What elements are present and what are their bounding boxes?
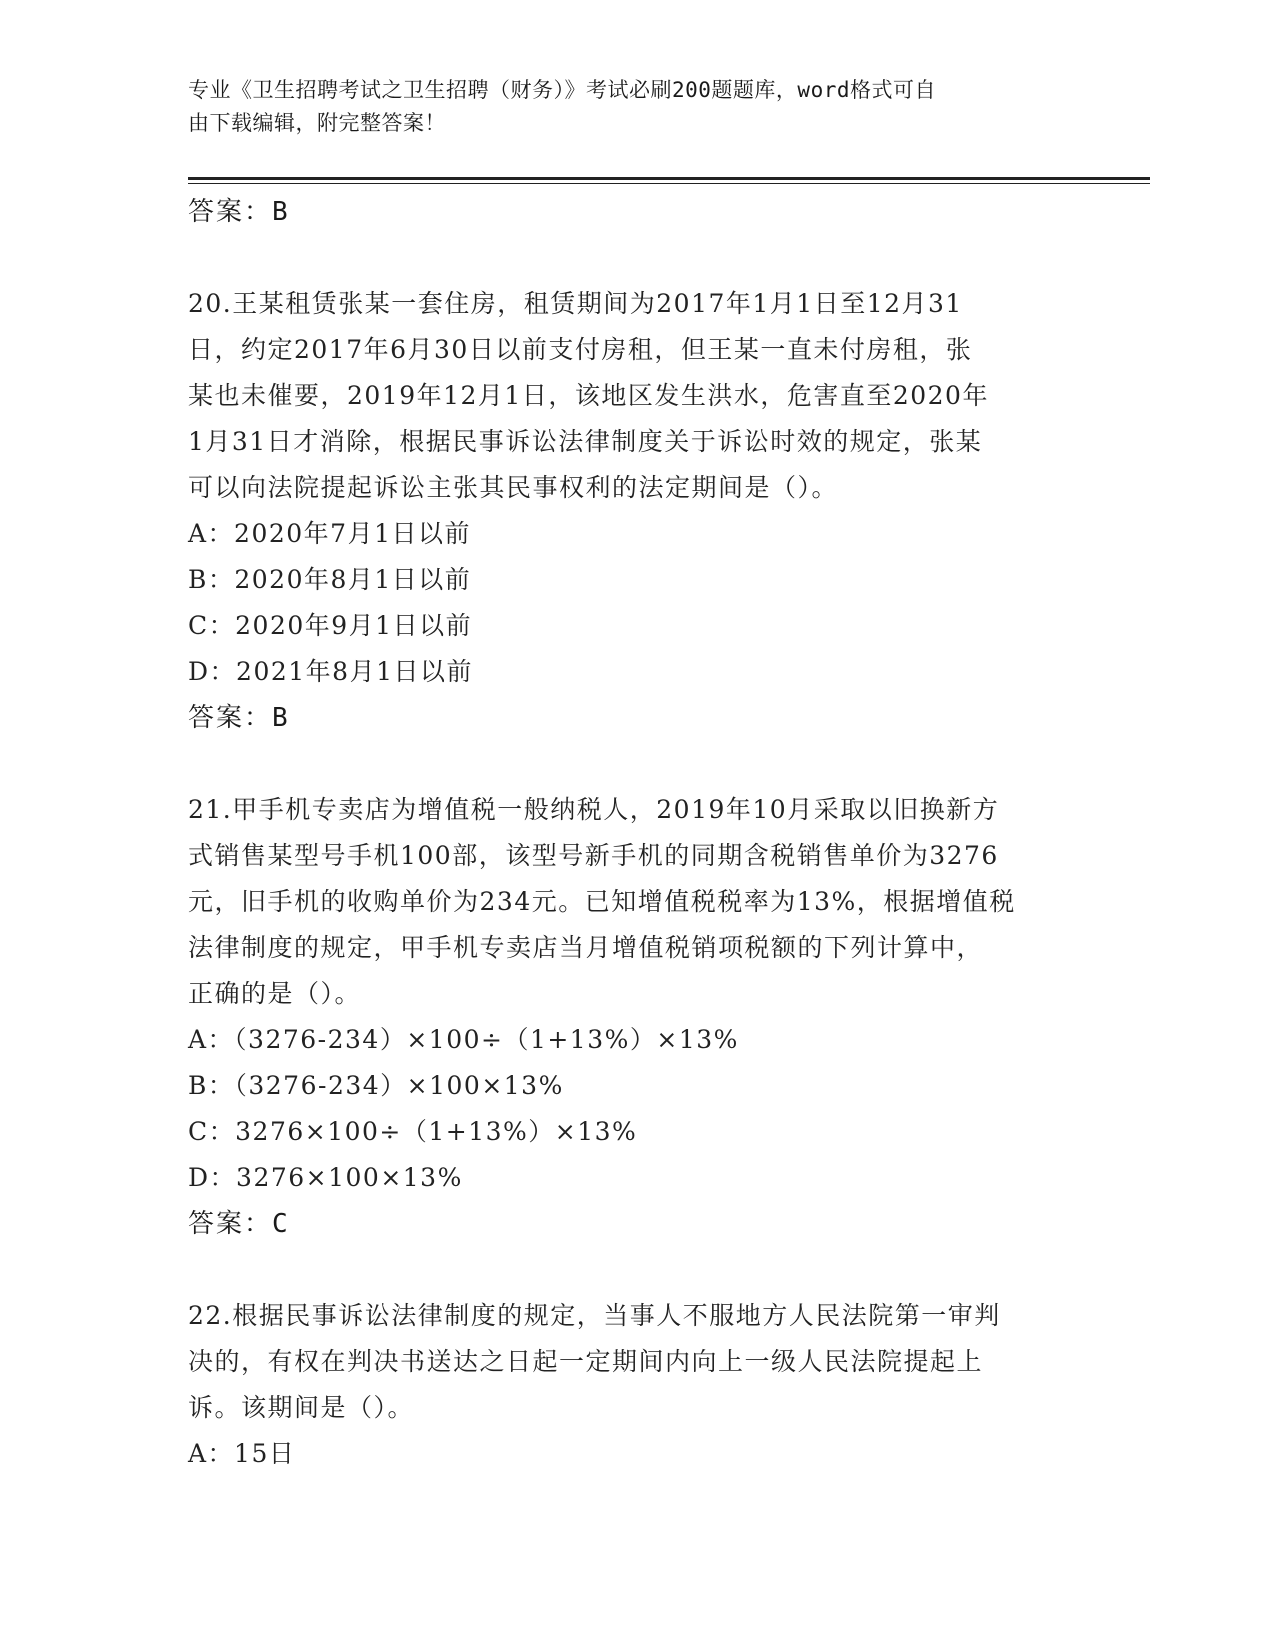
answer-21: 答案：C (188, 1209, 290, 1239)
header-rule-thick (188, 177, 1150, 180)
question-text-line: 诉。该期间是（）。 (188, 1393, 415, 1422)
option-d: D：2021年8月1日以前 (188, 657, 473, 686)
header-line-1: 专业《卫生招聘考试之卫生招聘（财务）》考试必刷200题题库，word格式可自 (188, 78, 936, 102)
option-c: C：2020年9月1日以前 (188, 611, 473, 640)
option-a: A：2020年7月1日以前 (188, 519, 471, 548)
spacer (188, 1247, 1088, 1293)
question-21 (188, 787, 1088, 1247)
question-text-line: 元，旧手机的收购单价为234元。已知增值税税率为13%，根据增值税 (188, 887, 1016, 916)
header-rule-thin (188, 183, 1150, 184)
option-d: D：3276×100×13% (188, 1163, 463, 1192)
option-a: A：15日 (188, 1439, 296, 1468)
document-header (188, 74, 1068, 140)
question-text-line: 法律制度的规定，甲手机专卖店当月增值税销项税额的下列计算中， (188, 933, 984, 962)
answer-previous: 答案：B (188, 197, 290, 227)
document-body (188, 189, 1088, 1477)
question-text-line: 22.根据民事诉讼法律制度的规定，当事人不服地方人民法院第一审判 (188, 1301, 1001, 1330)
spacer (188, 741, 1088, 787)
option-a: A：（3276-234）×100÷（1+13%）×13% (188, 1025, 739, 1054)
answer-20: 答案：B (188, 703, 290, 733)
spacer (188, 235, 1088, 281)
option-b: B：2020年8月1日以前 (188, 565, 472, 594)
question-text-line: 正确的是（）。 (188, 979, 362, 1008)
question-text-line: 式销售某型号手机100部，该型号新手机的同期含税销售单价为3276 (188, 841, 999, 870)
question-text-line: 决的，有权在判决书送达之日起一定期间内向上一级人民法院提起上 (188, 1347, 984, 1376)
header-line-2: 由下载编辑，附完整答案！ (188, 111, 446, 135)
question-text-line: 可以向法院提起诉讼主张其民事权利的法定期间是（）。 (188, 473, 839, 502)
question-22 (188, 1293, 1088, 1477)
question-text-line: 某也未催要，2019年12月1日，该地区发生洪水，危害直至2020年 (188, 381, 989, 410)
question-text-line: 日，约定2017年6月30日以前支付房租，但王某一直未付房租，张 (188, 335, 973, 364)
question-text-line: 20.王某租赁张某一套住房，租赁期间为2017年1月1日至12月31 (188, 289, 963, 318)
question-text-line: 21.甲手机专卖店为增值税一般纳税人，2019年10月采取以旧换新方 (188, 795, 1000, 824)
question-text-line: 1月31日才消除，根据民事诉讼法律制度关于诉讼时效的规定，张某 (188, 427, 983, 456)
option-b: B：（3276-234）×100×13% (188, 1071, 564, 1100)
question-20 (188, 281, 1088, 741)
option-c: C：3276×100÷（1+13%）×13% (188, 1117, 638, 1146)
